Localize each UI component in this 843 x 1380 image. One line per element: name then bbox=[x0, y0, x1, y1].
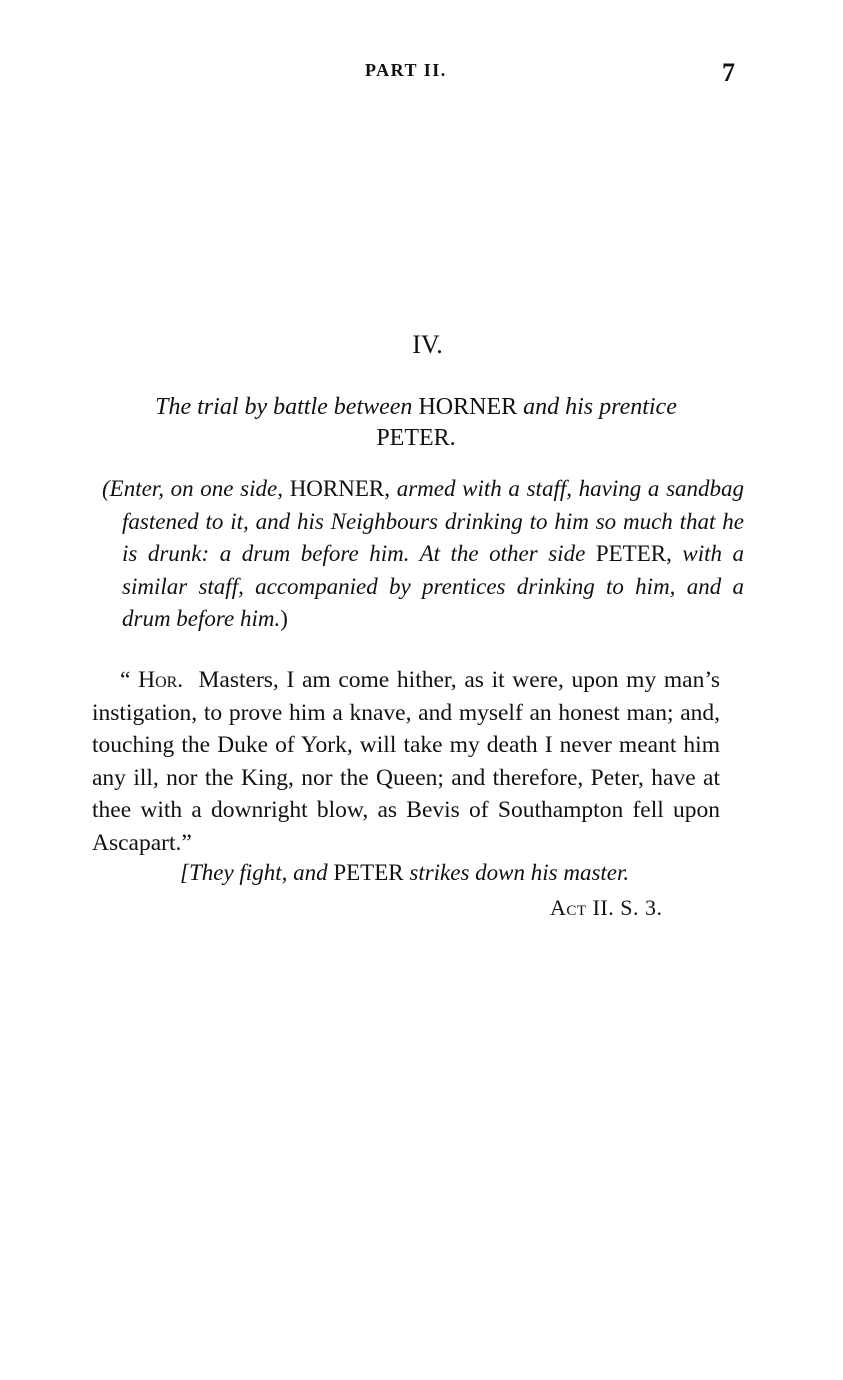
stage-direction-open: (Enter, on one side, bbox=[102, 476, 283, 501]
stage-direction-name-peter: PETER, bbox=[595, 541, 672, 566]
section-numeral: IV. bbox=[412, 330, 443, 359]
speech-text: Masters, I am come hither, as it were, upon my man’s instigation, to prove him a knave, and myself an honest man; and, touching the Duke of York, will take my death I never meant him any ill, nor the King, nor the Queen; and therefore, Peter, have at thee with a downright blow, as Bevis of Southampton fell upon Ascapart.” bbox=[92, 667, 721, 856]
exit-stage-direction bbox=[180, 860, 720, 886]
speech-paragraph bbox=[92, 664, 720, 859]
running-head bbox=[0, 60, 843, 90]
heading-name-peter: PETER. bbox=[376, 425, 456, 451]
running-head-part: PART II. bbox=[365, 60, 447, 80]
section-heading bbox=[100, 392, 732, 454]
stage-direction-name-horner: HORNER, bbox=[289, 476, 390, 501]
exit-direction-text-2: strikes down his master. bbox=[409, 860, 630, 885]
heading-name-horner: HORNER bbox=[418, 394, 518, 420]
stage-direction bbox=[102, 473, 744, 636]
stage-direction-text-1: armed with a staff, having a sandbag fastened to it, and his Neighbours drinking to him so much that he is drunk: a drum before him. At the other side bbox=[122, 476, 745, 566]
speaker-name: Hor. bbox=[138, 667, 184, 693]
page-number: 7 bbox=[722, 58, 735, 87]
heading-italic-1: The trial by battle between bbox=[155, 394, 413, 420]
exit-direction-text-1: [They fight, and bbox=[180, 860, 328, 885]
exit-direction-name-peter: PETER bbox=[333, 860, 404, 885]
stage-direction-text-2: with a similar staff, accompanied by prentices drinking to him, and a drum before him. bbox=[122, 541, 745, 631]
stage-direction-close: ) bbox=[280, 606, 288, 631]
act-reference bbox=[550, 895, 662, 921]
act-reference-act: Act bbox=[550, 895, 587, 920]
heading-italic-2: and his prentice bbox=[523, 394, 677, 420]
speech-open-quote: “ bbox=[120, 667, 131, 693]
act-reference-scene: II. S. 3. bbox=[592, 895, 663, 920]
